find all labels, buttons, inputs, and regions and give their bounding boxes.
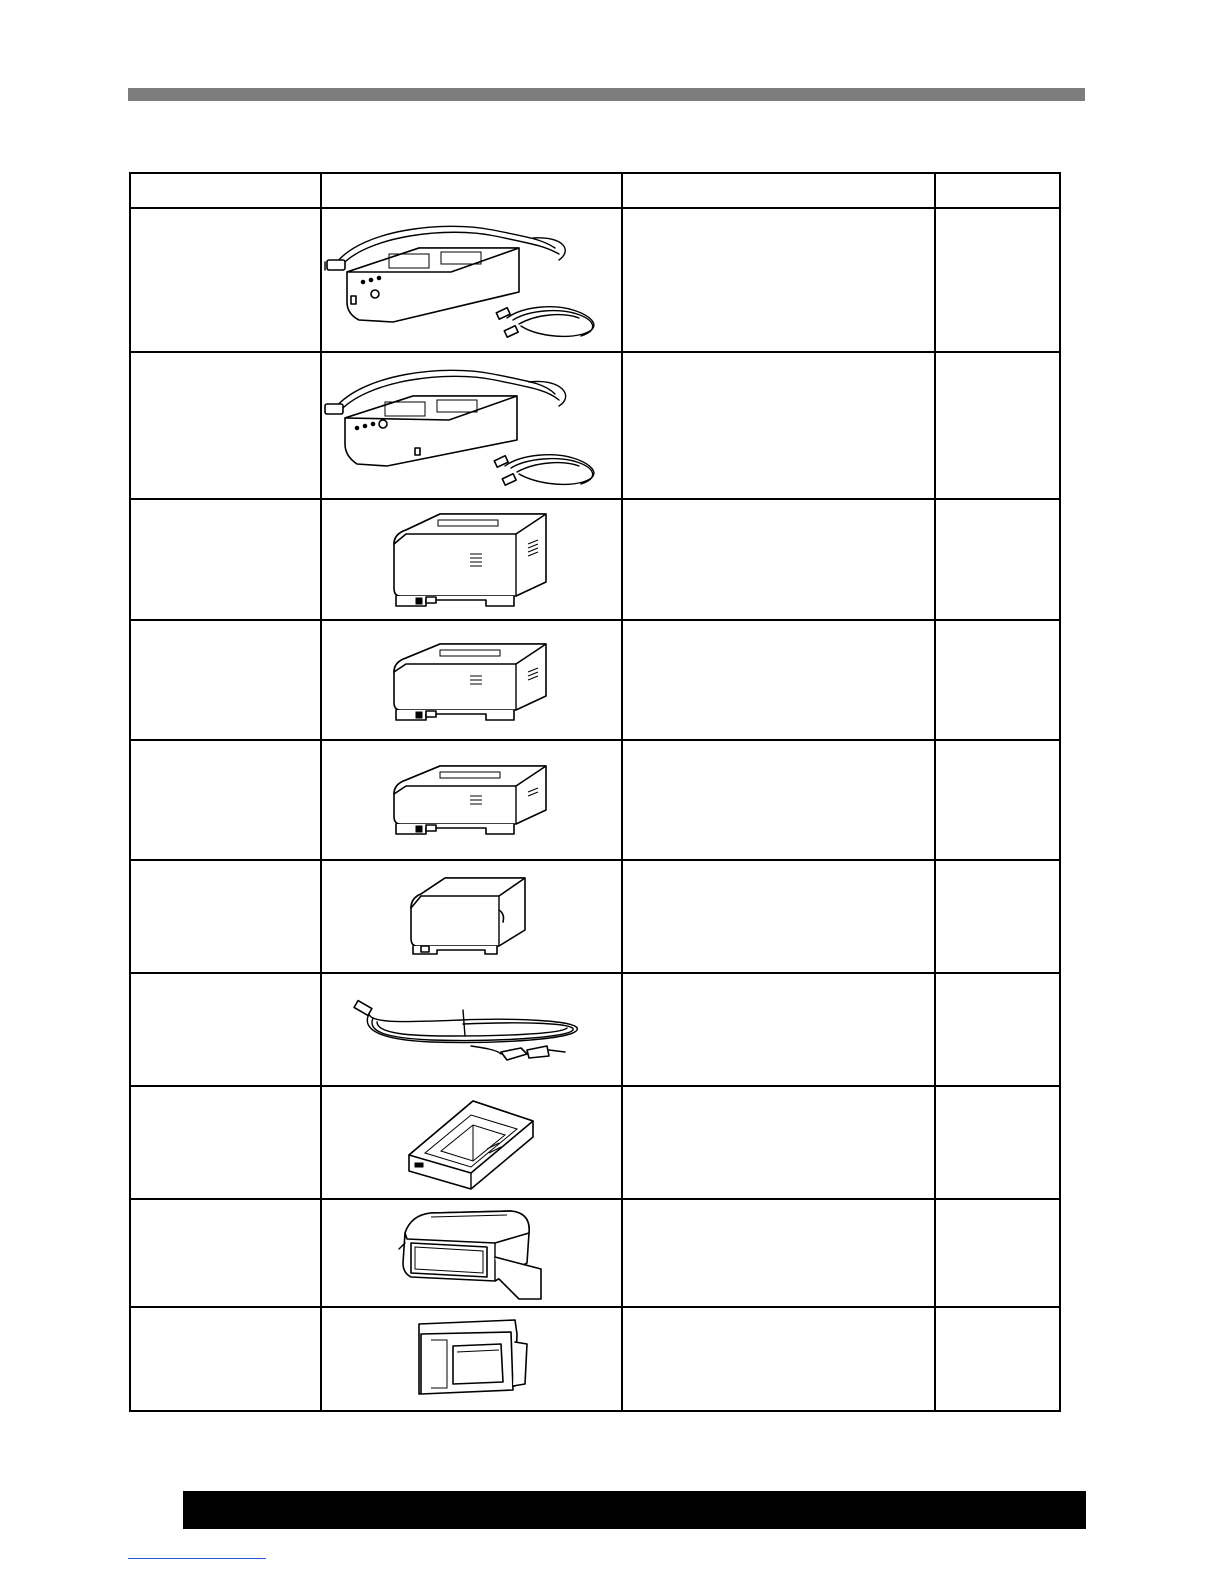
table-header-row (130, 173, 1060, 208)
table-row (130, 208, 1060, 352)
compact-battery-pack-icon (401, 870, 541, 964)
table-row (130, 620, 1060, 740)
row-illustration (321, 1086, 622, 1199)
table-row (130, 1307, 1060, 1411)
header-rule (128, 88, 1085, 101)
row-illustration (321, 499, 622, 620)
table-row (130, 973, 1060, 1086)
header-cell-name (130, 173, 321, 208)
ac-adapter-charger-with-dc-cord-icon (323, 356, 619, 496)
row-illustration (321, 1199, 622, 1307)
table-row (130, 499, 1060, 620)
table-row (130, 1086, 1060, 1199)
footer-bar (183, 1491, 1086, 1529)
row-note (935, 1307, 1060, 1411)
row-description (622, 740, 935, 860)
row-description (622, 1307, 935, 1411)
row-illustration (321, 860, 622, 973)
row-note (935, 620, 1060, 740)
row-description (622, 620, 935, 740)
row-description (622, 1199, 935, 1307)
row-name (130, 973, 321, 1086)
row-note (935, 860, 1060, 973)
row-note (935, 499, 1060, 620)
table-row (130, 860, 1060, 973)
table-row (130, 740, 1060, 860)
row-note (935, 1199, 1060, 1307)
row-name (130, 740, 321, 860)
slim-battery-pack-icon (386, 752, 556, 848)
row-note (935, 352, 1060, 499)
row-name (130, 860, 321, 973)
row-name (130, 499, 321, 620)
row-note (935, 973, 1060, 1086)
row-name (130, 208, 321, 352)
row-name (130, 1086, 321, 1199)
page-link-underline[interactable] (128, 1558, 266, 1559)
carrying-bag-icon (391, 1203, 551, 1303)
row-note (935, 208, 1060, 352)
row-name (130, 1307, 321, 1411)
table-row (130, 352, 1060, 499)
row-description (622, 499, 935, 620)
row-note (935, 740, 1060, 860)
row-description (622, 1086, 935, 1199)
row-description (622, 860, 935, 973)
row-note (935, 1086, 1060, 1199)
ac-adapter-charger-with-dc-cord-icon (323, 210, 619, 350)
row-description (622, 208, 935, 352)
row-illustration (321, 1307, 622, 1411)
medium-battery-pack-icon (386, 630, 556, 730)
row-illustration (321, 208, 622, 352)
row-illustration (321, 352, 622, 499)
header-cell-illustration (321, 173, 622, 208)
row-name (130, 620, 321, 740)
row-description (622, 973, 935, 1086)
car-battery-cord-icon (351, 990, 591, 1070)
cassette-adapter-icon (401, 1093, 541, 1193)
header-cell-note (935, 173, 1060, 208)
row-description (622, 352, 935, 499)
row-illustration (321, 620, 622, 740)
card-adapter-icon (411, 1314, 531, 1404)
row-illustration (321, 973, 622, 1086)
row-name (130, 1199, 321, 1307)
table-row (130, 1199, 1060, 1307)
row-name (130, 352, 321, 499)
header-cell-description (622, 173, 935, 208)
accessories-table (129, 172, 1061, 1412)
large-battery-pack-icon (386, 504, 556, 616)
row-illustration (321, 740, 622, 860)
